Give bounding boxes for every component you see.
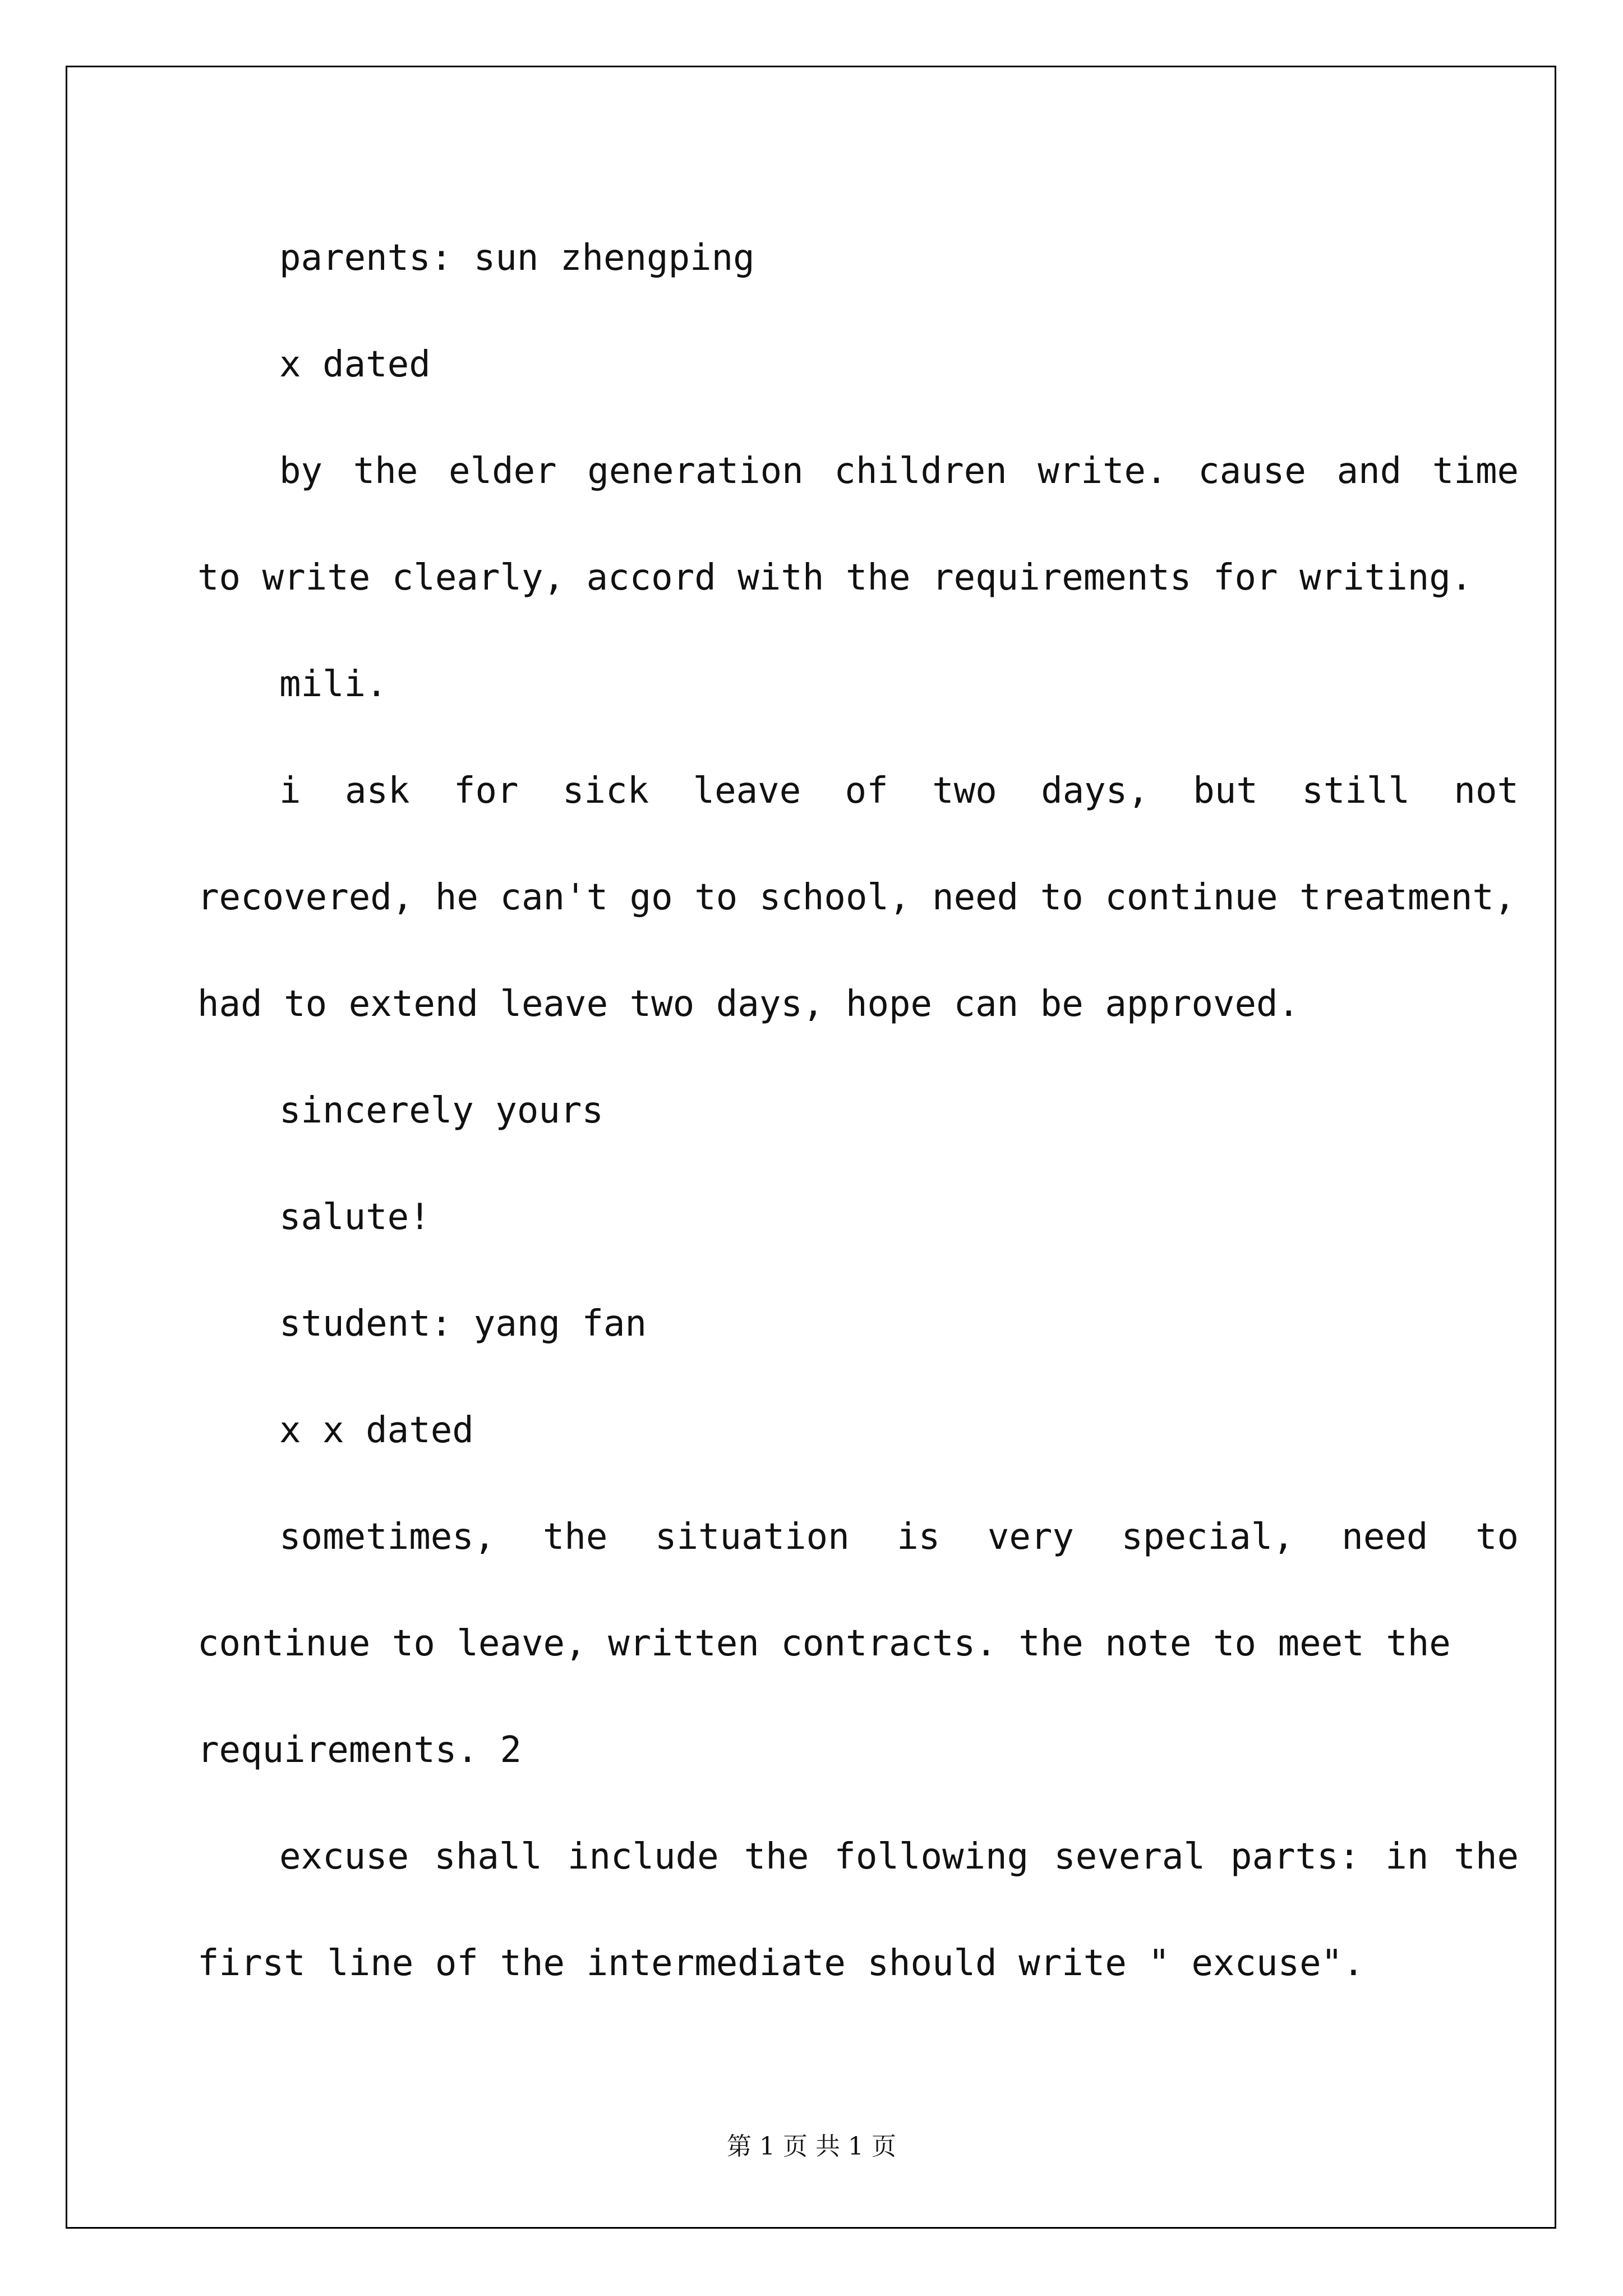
text-line: sometimes, the situation is very special, need to — [279, 1516, 1519, 1558]
text-line: salute! — [279, 1197, 431, 1238]
text-line: mili. — [279, 664, 388, 705]
text-line: sincerely yours — [279, 1090, 603, 1131]
text-line: first line of the intermediate should write " excuse". — [197, 1943, 1364, 1984]
text-line: recovered, he can't go to school, need to continue treatment, — [197, 877, 1516, 918]
text-line: x x dated — [279, 1410, 474, 1451]
page-number-footer: 第 1 页 共 1 页 — [727, 2132, 896, 2161]
text-line: parents: sun zhengping — [279, 237, 755, 279]
text-line: requirements. 2 — [197, 1729, 522, 1771]
text-line: by the elder generation children write. cause and time — [279, 450, 1519, 492]
text-line: continue to leave, written contracts. the note to meet the — [197, 1623, 1451, 1664]
text-line: excuse shall include the following several parts: in the — [279, 1836, 1519, 1878]
text-line: i ask for sick leave of two days, but still not — [279, 770, 1519, 812]
text-line: x dated — [279, 344, 431, 385]
text-line: student: yang fan — [279, 1303, 647, 1345]
text-line: to write clearly, accord with the requirements for writing. — [197, 557, 1473, 599]
text-line: had to extend leave two days, hope can be approved. — [197, 983, 1300, 1025]
